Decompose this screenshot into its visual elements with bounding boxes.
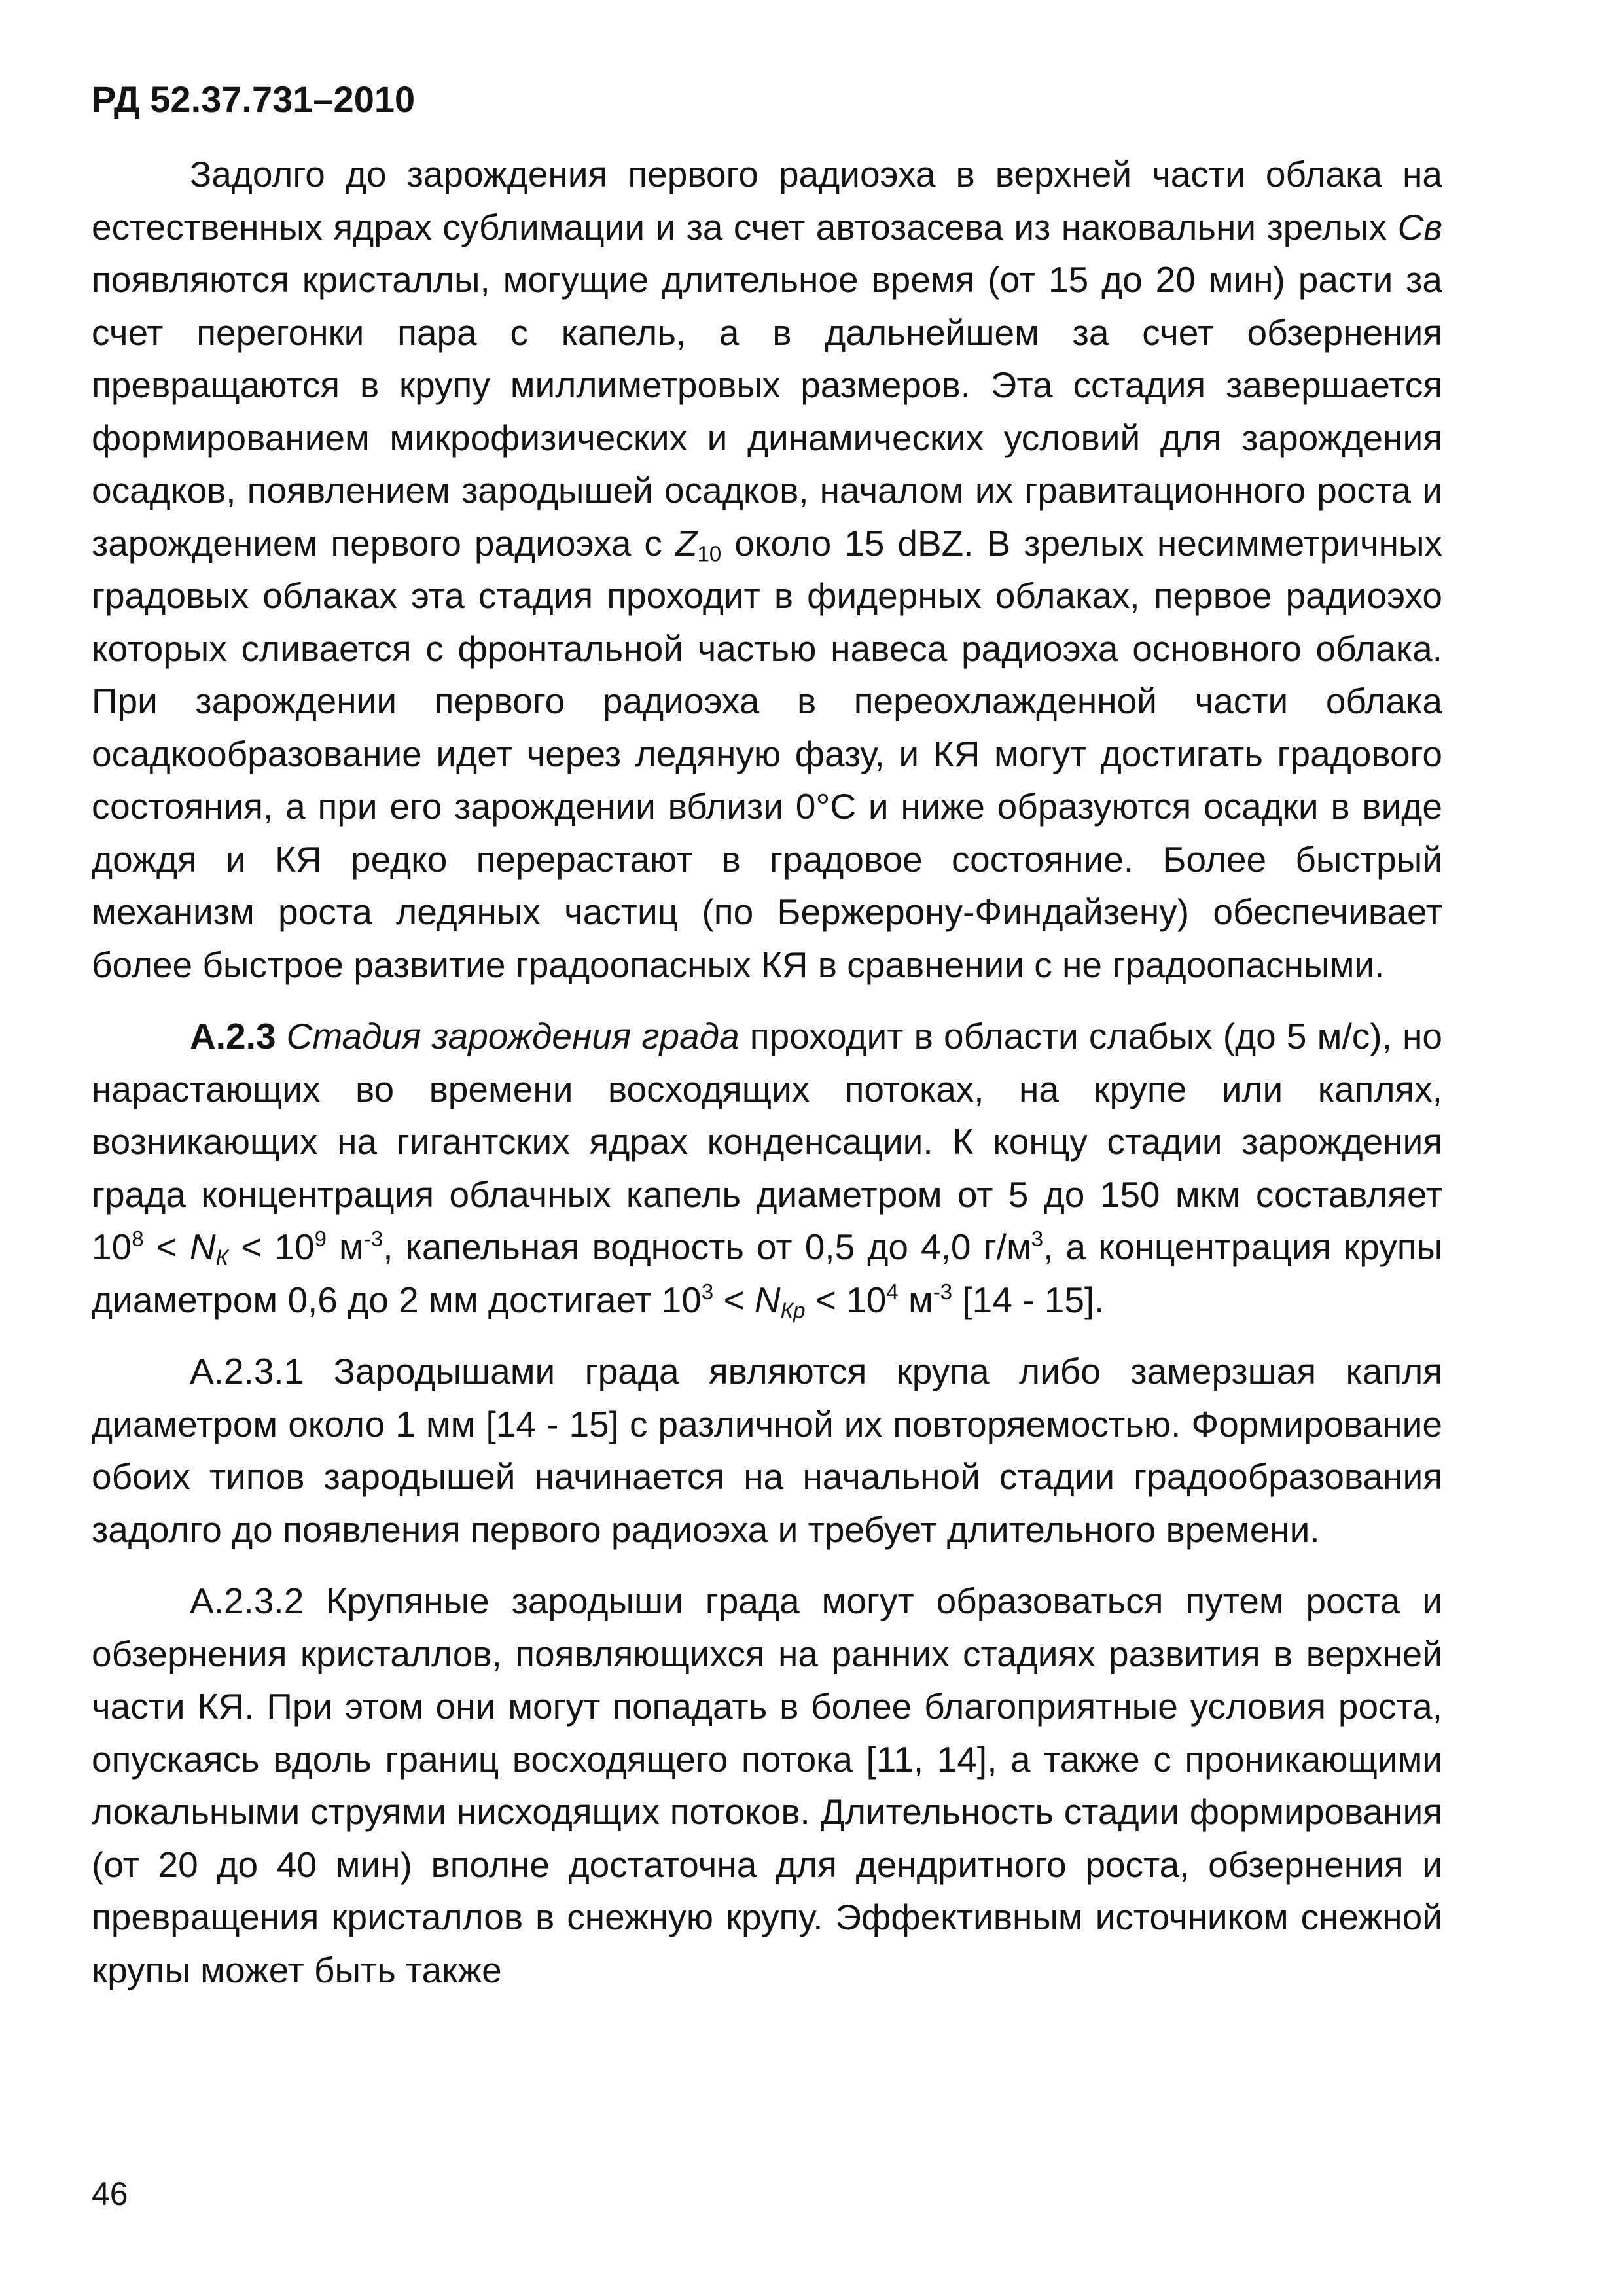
term-cb: Св — [1397, 206, 1442, 247]
text-run: [14 - 15]. — [952, 1279, 1105, 1320]
subscript: Кр — [780, 1297, 806, 1322]
text-run: < 10 — [805, 1279, 887, 1320]
text-run: появляются кристаллы, могущие длительное время (от 15 до 20 мин) расти за счет перегонки пара с капель, а в дальнейшем за счет обзернения превращаются в крупу миллиметровых размеров. Эта сстадия завершается формированием микрофизических и динамических условий для зарождения осадков, появлением зародышей осадков, началом их гравитационного роста и зарождением первого радиоэха с — [92, 259, 1442, 564]
text-run: , капельная водность от 0,5 до 4,0 г/м — [383, 1227, 1031, 1267]
section-number: А.2.3 — [190, 1016, 276, 1056]
text-run: м — [326, 1227, 364, 1267]
paragraph-a-2-3 — [92, 1010, 1442, 1326]
superscript: 8 — [132, 1227, 144, 1251]
symbol-n: N — [189, 1227, 216, 1267]
document-code-header: РД 52.37.731–2010 — [92, 79, 416, 120]
superscript: 4 — [886, 1279, 899, 1304]
text-run: < 10 — [228, 1227, 315, 1267]
paragraph-precipitation-stage — [92, 148, 1442, 991]
superscript: -3 — [363, 1227, 383, 1251]
text-run: проходит в области слабых (до 5 м/с), но нарастающих во времени восходящих потоках, на крупе или каплях, возникающих на гигантских ядрах конденсации. К концу стадии зарождения града концентрация облачных капель диаметром от 5 до 150 мкм составляет 10 — [92, 1016, 1442, 1267]
superscript: 3 — [1031, 1227, 1044, 1251]
section-title: Стадия зарождения града — [286, 1016, 740, 1056]
text-run: < — [713, 1279, 755, 1320]
superscript: 9 — [314, 1227, 327, 1251]
text-run: < — [143, 1227, 190, 1267]
text-run: Задолго до зарождения первого радиоэха в верхней части облака на естественных ядрах сублимации и за счет автозасева из наковальни зрелых — [92, 154, 1442, 247]
text-run: около 15 dBZ. В зрелых несимметричных градовых облаках эта стадия проходит в фидерных облаках, первое радиоэхо которых сливается с фронтальной частью навеса радиоэха основного облака. При зарождении первого радиоэха в переохлажденной части облака осадкообразование идет через ледяную фазу, и КЯ могут достигать градового состояния, а при его зарождении вблизи 0°С и ниже образуются осадки в виде дождя и КЯ редко перерастают в градовое состояние. Более быстрый механизм роста ледяных частиц (по Бержерону-Финдайзену) обеспечивает более быстрое развитие градоопасных КЯ в сравнении с не градоопасными. — [92, 522, 1443, 985]
paragraph-a-2-3-2: А.2.3.2 Крупяные зародыши града могут образоваться путем роста и обзернения кристаллов, появляющихся на ранних стадиях развития в верхней части КЯ. При этом они могут попадать в более благоприятные условия роста, опускаясь вдоль границ восходящего потока [11, 14], а также с проникающими локальными струями нисходящих потоков. Длительность стадии формирования (от 20 до 40 мин) вполне достаточна для дендритного роста, обзернения и превращения кристаллов в снежную крупу. Эффективным источником снежной крупы может быть также — [92, 1581, 1442, 1990]
text-run: м — [898, 1279, 933, 1320]
symbol-n: N — [754, 1279, 781, 1320]
superscript: -3 — [933, 1279, 953, 1304]
paragraph-a-2-3-1: А.2.3.1 Зародышами града являются крупа либо замерзшая капля диаметром около 1 мм [14 - 15] с различной их повторяемостью. Формирование обоих типов зародышей начинается на начальной стадии градообразования задолго до появления первого радиоэха и требует длительного времени. — [92, 1351, 1442, 1550]
body-text — [92, 148, 1442, 1996]
subscript: К — [215, 1245, 229, 1270]
symbol-z: Z — [675, 522, 698, 564]
superscript: 3 — [701, 1279, 714, 1304]
subscript: 10 — [697, 541, 722, 565]
text-run: , а концентрация крупы диаметром 0,6 до 2 мм достигает 10 — [92, 1227, 1443, 1320]
page-number: 46 — [92, 2176, 128, 2212]
